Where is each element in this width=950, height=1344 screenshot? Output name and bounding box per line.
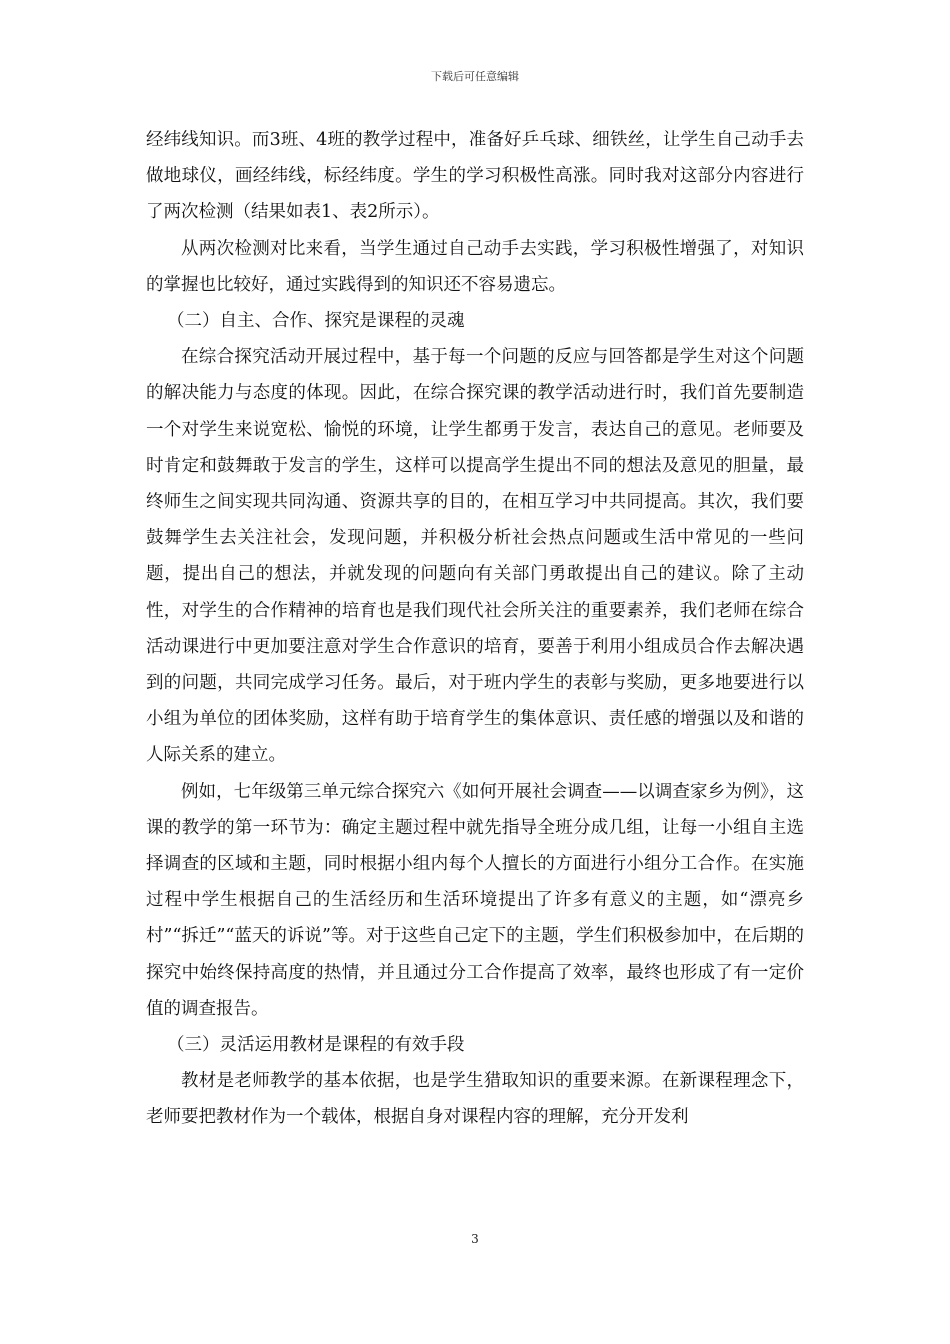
paragraph: 在综合探究活动开展过程中，基于每一个问题的反应与回答都是学生对这个问题的解决能力与态度的体现。因此，在综合探究课的教学活动进行时，我们首先要制造一个对学生来说宽松、愉悦的环境，让学生都勇于发言，表达自己的意见。老师要及时肯定和鼓舞敢于发言的学生，这样可以提高学生提出不同的想法及意见的胆量，最终师生之间实现共同沟通、资源共享的目的，在相互学习中共同提高。其次，我们要鼓舞学生去关注社会，发现问题，并积极分析社会热点问题或生活中常见的一些问题，提出自己的想法，并就发现的问题向有关部门勇敢提出自己的建议。除了主动性，对学生的合作精神的培育也是我们现代社会所关注的重要素养，我们老师在综合活动课进行中更加要注意对学生合作意识的培育，要善于利用小组成员合作去解决遇到的问题，共同完成学习任务。最后，对于班内学生的表彰与奖励，更多地要进行以小组为单位的团体奖励，这样有助于培育学生的集体意识、责任感的增强以及和谐的人际关系的建立。 bbox=[146, 347, 804, 766]
paragraph: 例如，七年级第三单元综合探究六《如何开展社会调查——以调查家乡为例》，这课的教学的第一环节为：确定主题过程中就先指导全班分成几组，让每一小组自主选择调查的区域和主题，同时根据小组内每个人擅长的方面进行小组分工合作。在实施过程中学生根据自己的生活经历和生活环境提出了许多有意义的主题，如“漂亮乡村”“拆迁”“蓝天的诉说”等。对于这些自己定下的主题，学生们积极参加中，在后期的探究中始终保持高度的热情，并且通过分工合作提高了效率，最终也形成了有一定价值的调查报告。 bbox=[146, 781, 804, 1019]
paragraph-continuation: 经纬线知识。而3班、4班的教学过程中，准备好乒乓球、细铁丝，让学生自己动手去做地球仪，画经纬线，标经纬度。学生的学习积极性高涨。同时我对这部分内容进行了两次检测（结果如表1、表2所示）。 bbox=[146, 130, 804, 223]
page-header: 下载后可任意编辑 bbox=[431, 70, 519, 83]
paragraph: 教材是老师教学的基本依据，也是学生猎取知识的重要来源。在新课程理念下，老师要把教材作为一个载体，根据自身对课程内容的理解，充分开发利 bbox=[146, 1071, 804, 1128]
paragraph: 从两次检测对比来看，当学生通过自己动手去实践，学习积极性增强了，对知识的掌握也比较好，通过实践得到的知识还不容易遗忘。 bbox=[146, 238, 804, 295]
document-body bbox=[146, 122, 804, 1136]
section-heading: （三）灵活运用教材是课程的有效手段 bbox=[167, 1035, 465, 1056]
section-heading: （二）自主、合作、探究是课程的灵魂 bbox=[167, 311, 465, 332]
page-number: 3 bbox=[471, 1232, 479, 1246]
